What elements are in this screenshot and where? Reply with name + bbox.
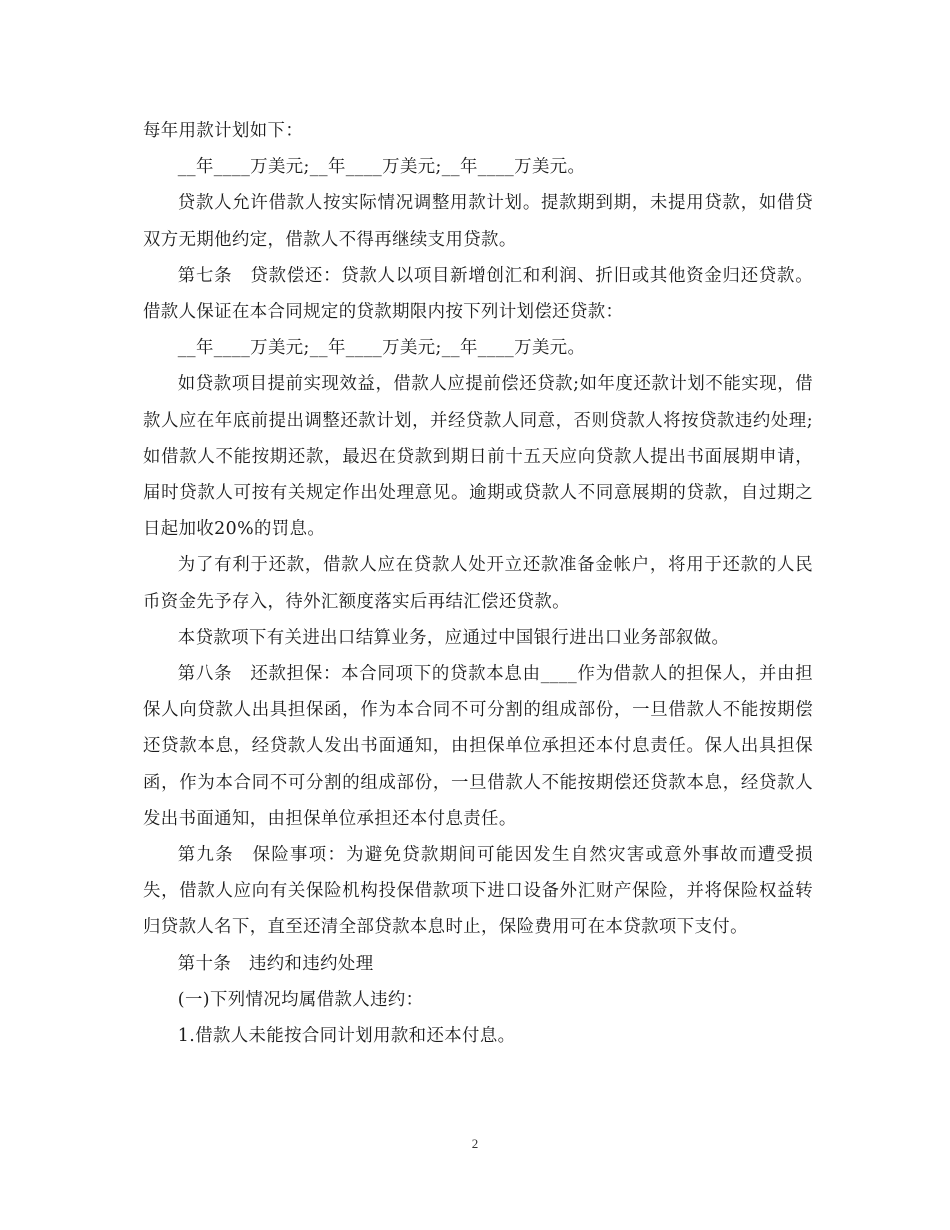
paragraph-plan-intro: 每年用款计划如下： <box>143 121 304 141</box>
paragraph-usage-plan-blanks: __年____万美元;__年____万美元;__年____万美元。 <box>177 157 586 178</box>
paragraph-settlement: 本贷款项下有关进出口结算业务，应通过中国银行进出口业务部叙做。 <box>177 627 730 648</box>
document-body <box>143 113 813 1054</box>
page-number: 2 <box>471 1136 479 1151</box>
paragraph-default-list-heading: (一)下列情况均属借款人违约： <box>177 989 424 1010</box>
paragraph-article-7: 第七条 贷款偿还：贷款人以项目新增创汇和利润、折旧或其他资金归还贷款。借款人保证在本合同规定的贷款期限内按下列计划偿还贷款： <box>143 265 813 323</box>
paragraph-article-10: 第十条 违约和违约处理 <box>177 953 374 974</box>
paragraph-plan-adjustment: 贷款人允许借款人按实际情况调整用款计划。提款期到期，未提用贷款，如借贷双方无期他约定，借款人不得再继续支用贷款。 <box>143 193 813 250</box>
paragraph-reserve-account: 为了有利于还款，借款人应在贷款人处开立还款准备金帐户，将用于还款的人民币资金先予存入，待外汇额度落实后再结汇偿还贷款。 <box>143 555 813 612</box>
paragraph-article-9: 第九条 保险事项：为避免贷款期间可能因发生自然灾害或意外事故而遭受损失，借款人应向有关保险机构投保借款项下进口设备外汇财产保险，并将保险权益转归贷款人名下，直至还清全部贷款本息时止，保险费用可在本贷款项下支付。 <box>143 845 813 938</box>
paragraph-default-item-1: 1.借款人未能按合同计划用款和还本付息。 <box>177 1026 516 1047</box>
paragraph-early-repayment: 如贷款项目提前实现效益，借款人应提前偿还贷款;如年度还款计划不能实现，借款人应在年底前提出调整还款计划，并经贷款人同意，否则贷款人将按贷款违约处理;如借款人不能按期还款，最迟在贷款到期日前十五天应向贷款人提出书面展期申请，届时贷款人可按有关规定作出处理意见。逾期或贷款人不同意展期的贷款，自过期之日起加收20%的罚息。 <box>143 374 813 540</box>
paragraph-article-8: 第八条 还款担保：本合同项下的贷款本息由____作为借款人的担保人，并由担保人向贷款人出具担保函，作为本合同不可分割的组成部份，一旦借款人不能按期偿还贷款本息，经贷款人发出书面通知，由担保单位承担还本付息责任。保人出具担保函，作为本合同不可分割的组成部份，一旦借款人不能按期偿还贷款本息，经贷款人发出书面通知，由担保单位承担还本付息责任。 <box>143 664 813 829</box>
paragraph-repayment-plan-blanks: __年____万美元;__年____万美元;__年____万美元。 <box>177 338 586 359</box>
